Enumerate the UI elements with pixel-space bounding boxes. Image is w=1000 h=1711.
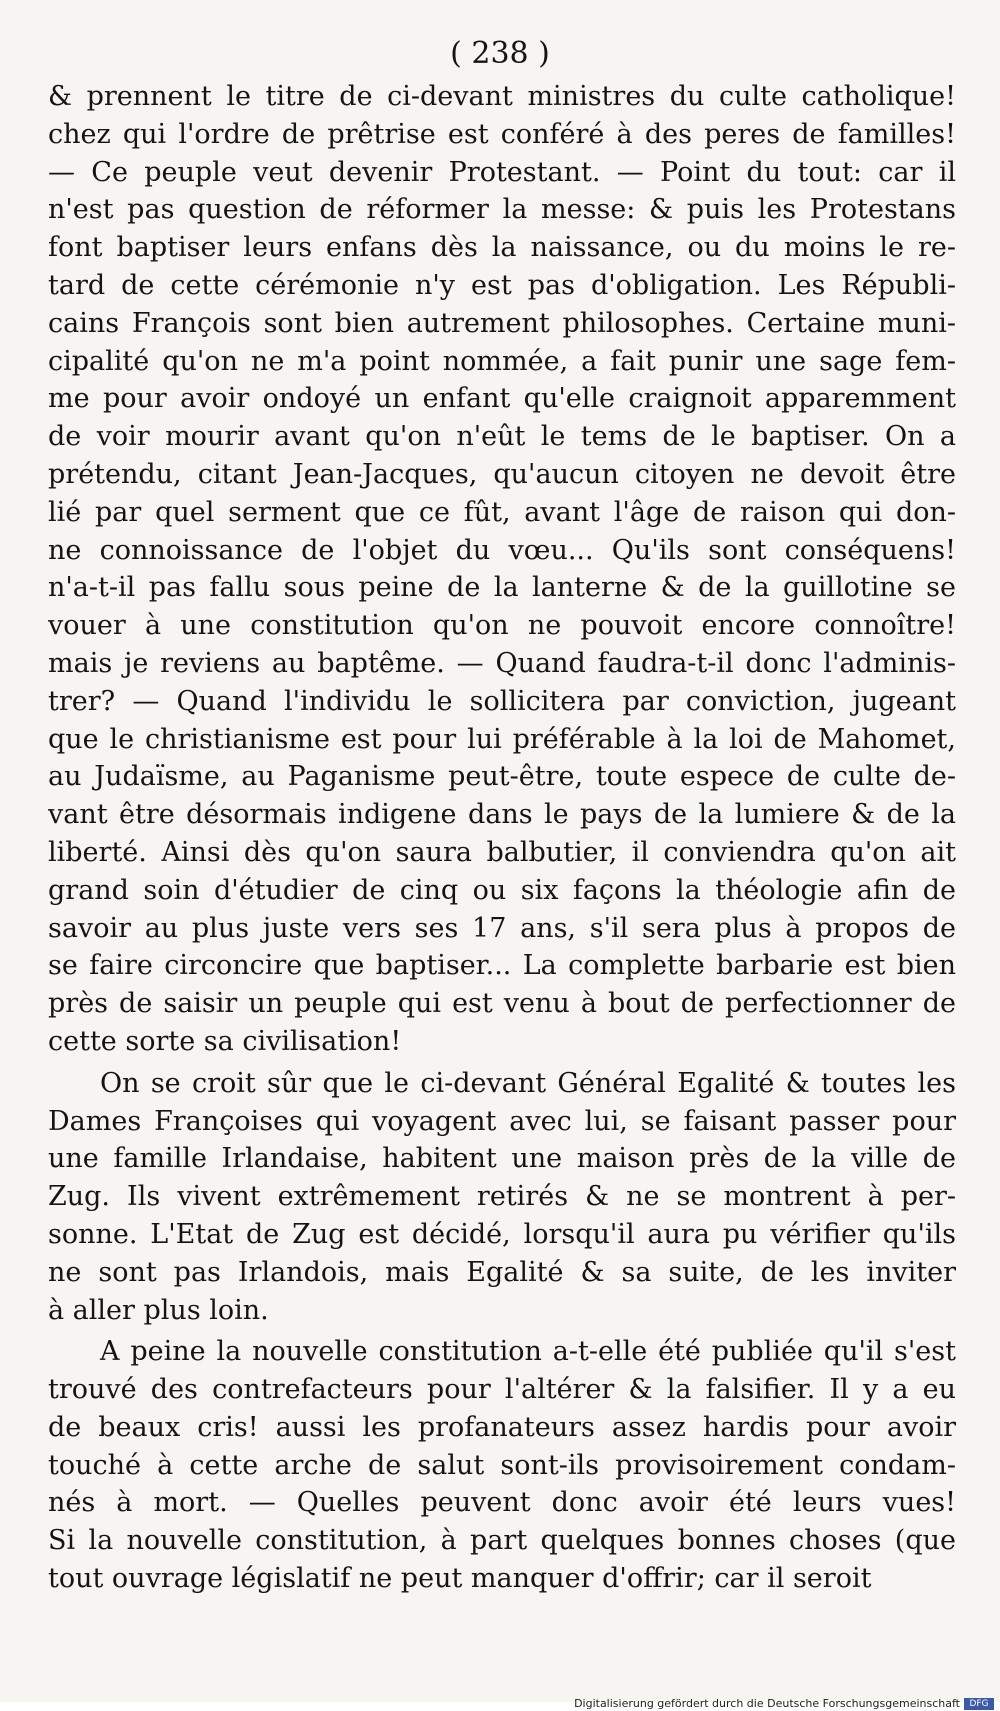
text-line: ne connoissance de l'objet du vœu... Qu'ils sont conséquens!	[48, 534, 956, 566]
text-line: me pour avoir ondoyé un enfant qu'elle craignoit apparemment	[48, 383, 956, 415]
text-line: vouer à une constitution qu'on ne pouvoit encore connoître!	[48, 610, 956, 642]
text-line: à aller plus loin.	[48, 1294, 269, 1326]
text-line: n'est pas question de réformer la messe: & puis les Protestans	[48, 194, 956, 226]
text-line: trer? — Quand l'individu le sollicitera par conviction, jugeant	[48, 685, 956, 717]
text-line: mais je reviens au baptême. — Quand faudra-t-il donc l'adminis-	[48, 647, 956, 679]
text-line: trouvé des contrefacteurs pour l'altérer & la falsifier. Il y a eu	[48, 1374, 956, 1406]
text-line: n'a-t-il pas fallu sous peine de la lanterne & de la guillotine se	[48, 572, 956, 604]
text-line: au Judaïsme, au Paganisme peut-être, toute espece de culte de-	[48, 761, 956, 793]
text-line: liberté. Ainsi dès qu'on saura balbutier, il conviendra qu'on ait	[48, 836, 956, 868]
text-line: une famille Irlandaise, habitent une maison près de la ville de	[48, 1143, 956, 1175]
text-line: près de saisir un peuple qui est venu à bout de perfectionner de	[48, 988, 956, 1020]
text-line: Zug. Ils vivent extrêmement retirés & ne se montrent à per-	[48, 1181, 956, 1213]
text-line: touché à cette arche de salut sont-ils provisoirement condam-	[48, 1449, 956, 1481]
body-text	[48, 78, 956, 1598]
dfg-logo-icon: DFG	[964, 1698, 994, 1710]
text-line: de voir mourir avant qu'on n'eût le tems de le baptiser. On a	[48, 421, 956, 453]
text-line: font baptiser leurs enfans dès la naissance, ou du moins le re-	[48, 232, 956, 264]
text-line: — Ce peuple veut devenir Protestant. — Point du tout: car il	[48, 156, 956, 188]
text-line: vant être désormais indigene dans le pays de la lumiere & de la	[48, 799, 956, 831]
page-number: ( 238 )	[450, 36, 550, 71]
text-line: A peine la nouvelle constitution a-t-elle été publiée qu'il s'est	[100, 1336, 956, 1368]
text-line: tout ouvrage législatif ne peut manquer d'offrir; car il seroit	[48, 1563, 872, 1595]
text-line: sonne. L'Etat de Zug est décidé, lorsqu'il aura pu vérifier qu'ils	[48, 1218, 956, 1250]
digitization-credit: Digitalisierung gefördert durch die Deutsche Forschungsgemeinschaft	[574, 1697, 960, 1710]
text-line: lié par quel serment que ce fût, avant l'âge de raison qui don-	[48, 496, 956, 528]
text-line: nés à mort. — Quelles peuvent donc avoir été leurs vues!	[48, 1487, 956, 1519]
text-line: prétendu, citant Jean-Jacques, qu'aucun citoyen ne devoit être	[48, 458, 956, 490]
text-line: tard de cette cérémonie n'y est pas d'obligation. Les Républi-	[48, 269, 956, 301]
text-line: savoir au plus juste vers ses 17 ans, s'il sera plus à propos de	[48, 912, 956, 944]
text-line: cipalité qu'on ne m'a point nommée, a fait punir une sage fem-	[48, 345, 956, 377]
text-line: On se croit sûr que le ci-devant Général Egalité & toutes les	[100, 1067, 956, 1099]
text-line: chez qui l'ordre de prêtrise est conféré à des peres de familles!	[48, 118, 956, 150]
text-line: Si la nouvelle constitution, à part quelques bonnes choses (que	[48, 1525, 956, 1557]
text-line: cains François sont bien autrement philosophes. Certaine muni-	[48, 307, 956, 339]
text-line: que le christianisme est pour lui préférable à la loi de Mahomet,	[48, 723, 956, 755]
text-line: & prennent le titre de ci-devant ministres du culte catholique!	[48, 81, 956, 112]
text-line: se faire circoncire que baptiser... La complette barbarie est bien	[48, 950, 956, 982]
text-line: cette sorte sa civilisation!	[48, 1025, 402, 1057]
text-line: de beaux cris! aussi les profanateurs assez hardis pour avoir	[48, 1411, 956, 1443]
text-line: grand soin d'étudier de cinq ou six façons la théologie afin de	[48, 874, 956, 906]
text-line: Dames Françoises qui voyagent avec lui, se faisant passer pour	[48, 1105, 956, 1137]
text-line: ne sont pas Irlandois, mais Egalité & sa suite, de les inviter	[48, 1256, 956, 1288]
